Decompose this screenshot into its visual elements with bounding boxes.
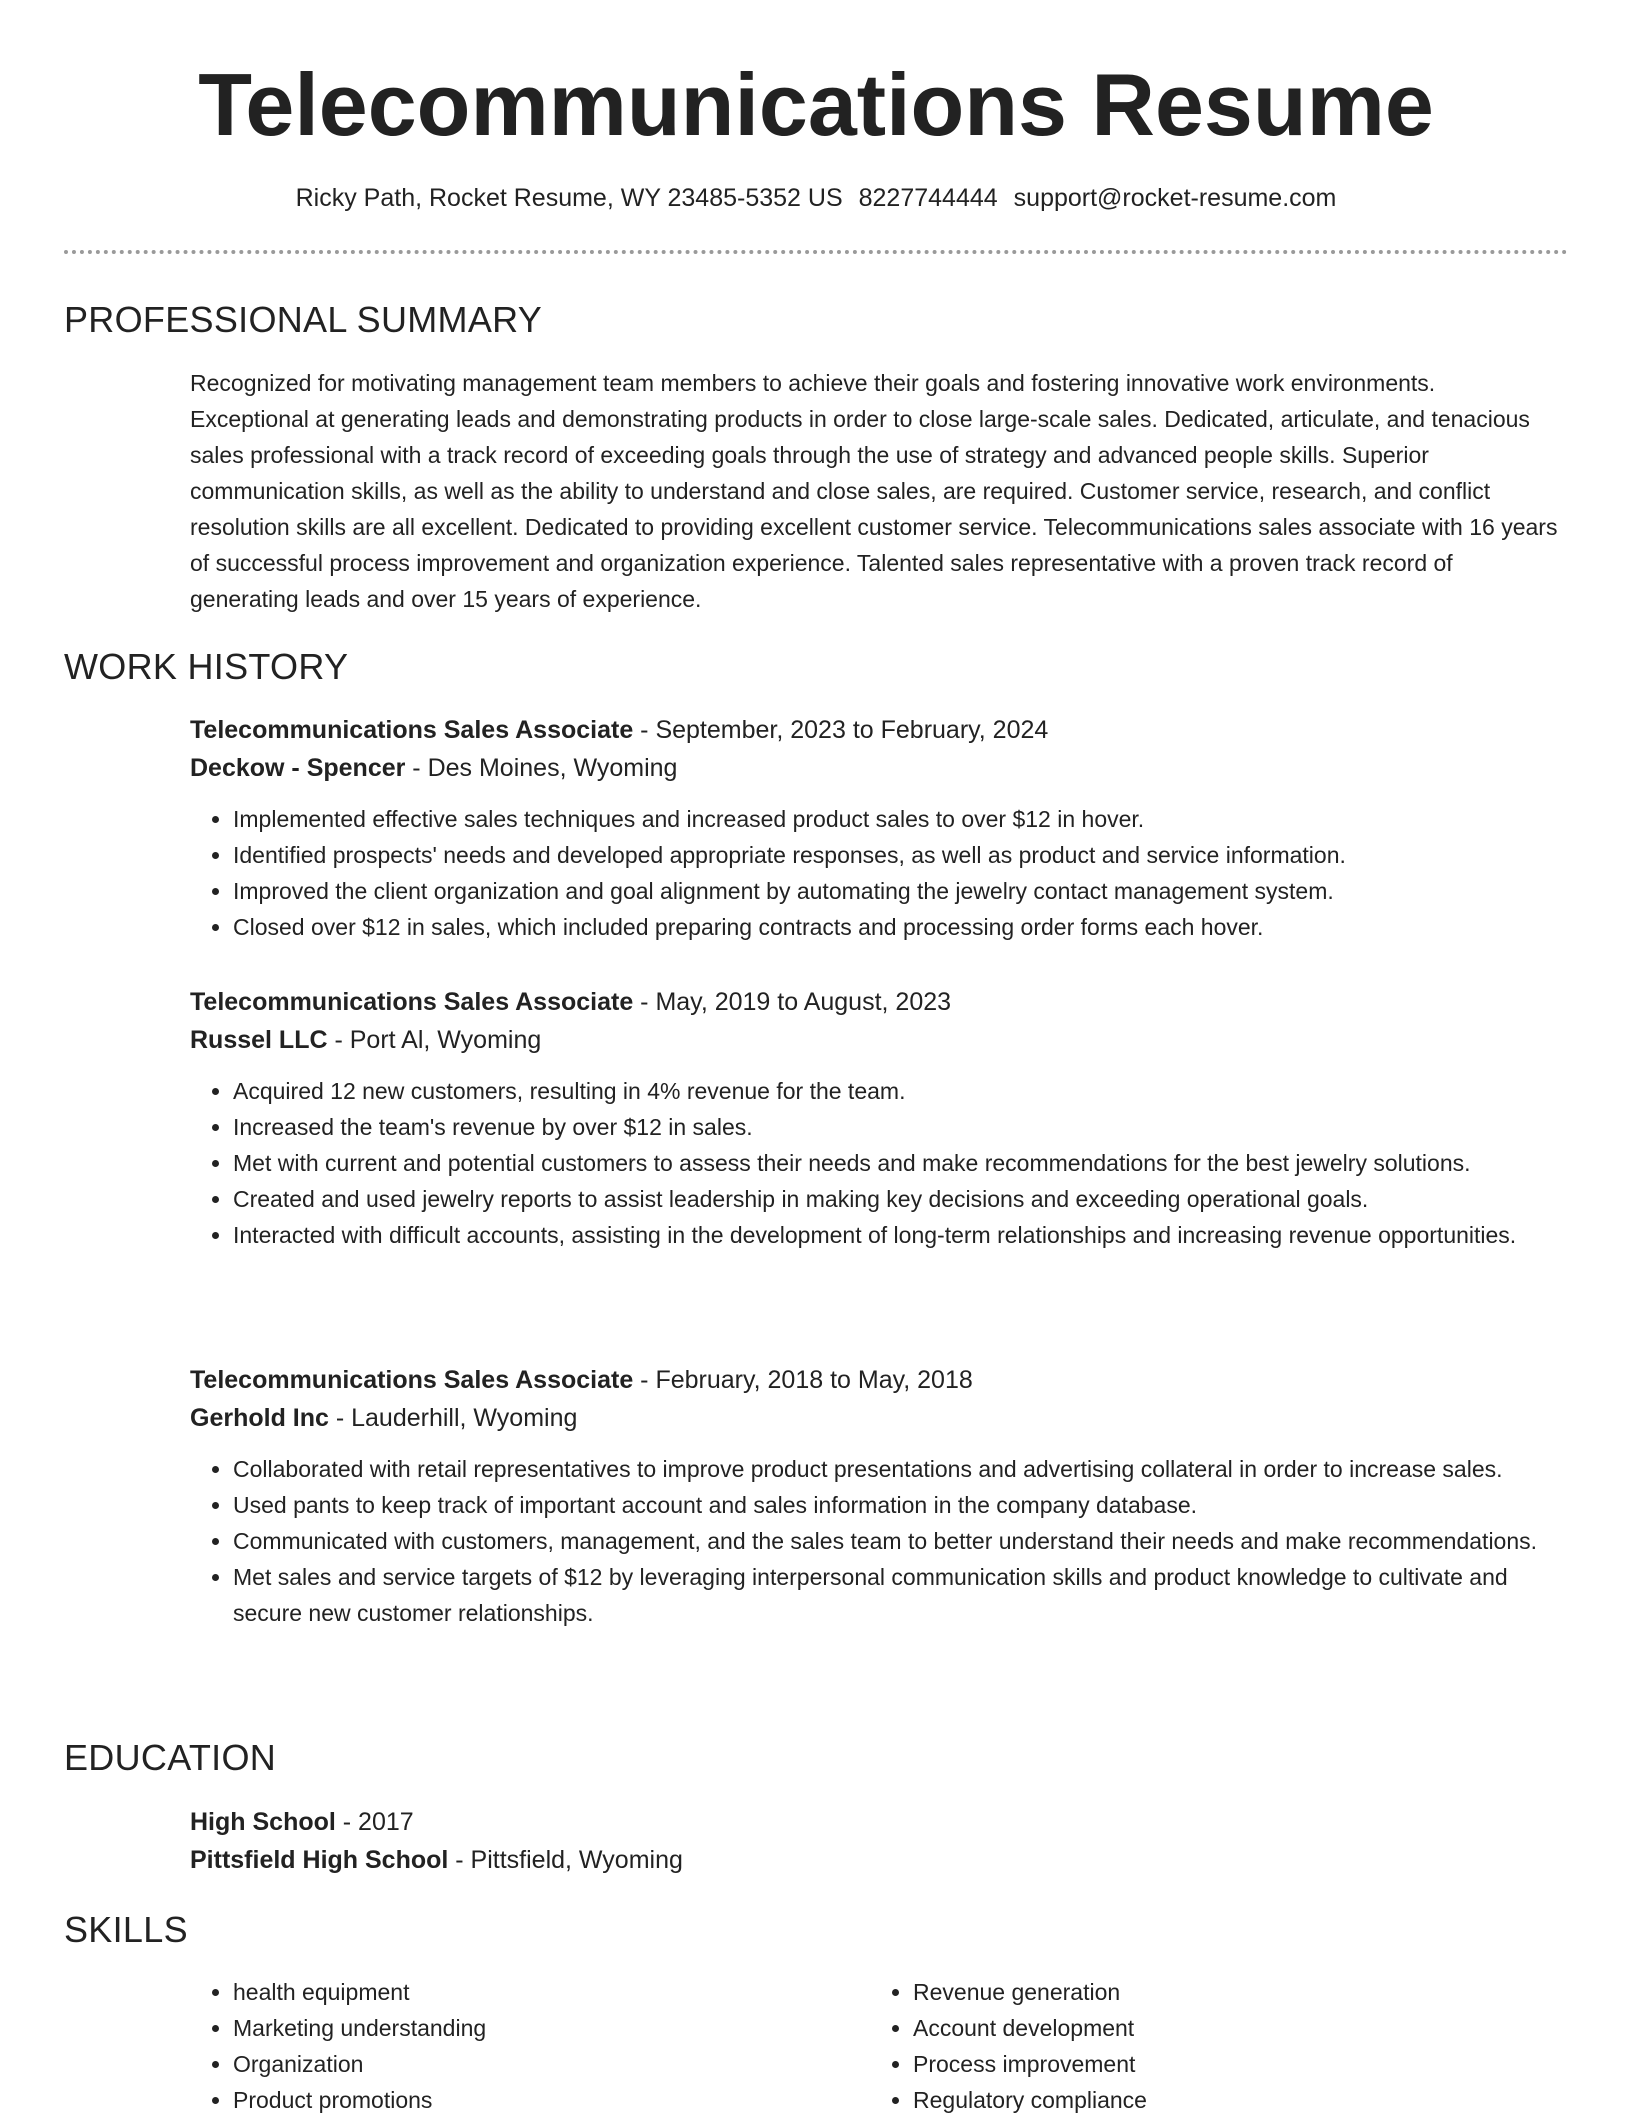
contact-phone: 8227744444 (858, 184, 998, 212)
job-bullet: • Met with current and potential customers to assess their needs and make recommendations for the best jewelry solutions. (233, 1145, 1560, 1181)
skill-item: • Regulatory compliance (913, 2082, 1510, 2118)
skill-item: • Process improvement (913, 2046, 1510, 2082)
skill-item: • Marketing understanding (233, 2010, 830, 2046)
education-school: Pittsfield High School (190, 1846, 449, 1874)
job-bullet: • Created and used jewelry reports to assist leadership in making key decisions and exceeding operational goals. (233, 1181, 1560, 1217)
job-company-line (190, 749, 1560, 787)
education-degree-line (190, 1803, 1560, 1841)
job-location: - Port Al, Wyoming (327, 1026, 542, 1054)
summary-block (190, 365, 1560, 617)
summary-heading: PROFESSIONAL SUMMARY (64, 299, 543, 340)
skills-list (190, 1974, 830, 2118)
job-dates: - September, 2023 to February, 2024 (633, 716, 1049, 744)
job-company-line (190, 1399, 1560, 1437)
job-bullets (190, 801, 1560, 945)
job-entry (190, 983, 1560, 1253)
job-bullet: • Used pants to keep track of important account and sales information in the company database. (233, 1487, 1560, 1523)
skills-column-right (870, 1974, 1510, 2118)
job-title-line (190, 1361, 1560, 1399)
job-bullet: • Interacted with difficult accounts, assisting in the development of long-term relationships and increasing revenue opportunities. (233, 1217, 1560, 1253)
job-title-line (190, 983, 1560, 1021)
education-entry (190, 1803, 1560, 1879)
job-role: Telecommunications Sales Associate (190, 988, 634, 1016)
contact-email: support@rocket-resume.com (1013, 184, 1337, 212)
job-bullet: • Identified prospects' needs and developed appropriate responses, as well as product and service information. (233, 837, 1560, 873)
job-bullet: • Implemented effective sales techniques and increased product sales to over $12 in hover. (233, 801, 1560, 837)
job-bullet: • Met sales and service targets of $12 by leveraging interpersonal communication skills and product knowledge to cultivate and secure new customer relationships. (233, 1559, 1560, 1631)
skill-item: • Organization (233, 2046, 830, 2082)
education-location: - Pittsfield, Wyoming (448, 1846, 683, 1874)
job-bullet: • Communicated with customers, management, and the sales team to better understand their needs and make recommendations. (233, 1523, 1560, 1559)
skills-heading: SKILLS (64, 1909, 188, 1950)
header-divider (64, 250, 1568, 254)
job-company: Russel LLC (190, 1026, 328, 1054)
resume-title: Telecommunications Resume (198, 55, 1434, 154)
education-school-line (190, 1841, 1560, 1879)
education-degree: High School (190, 1808, 336, 1836)
job-entry (190, 1361, 1560, 1631)
job-entry (190, 711, 1560, 945)
job-company-line (190, 1021, 1560, 1059)
job-role: Telecommunications Sales Associate (190, 716, 634, 744)
job-title-line (190, 711, 1560, 749)
job-bullet: • Collaborated with retail representatives to improve product presentations and advertising collateral in order to increase sales. (233, 1451, 1560, 1487)
job-location: - Des Moines, Wyoming (405, 754, 678, 782)
education-heading: EDUCATION (64, 1737, 277, 1778)
skill-item: • Product promotions (233, 2082, 830, 2118)
skill-item: • health equipment (233, 1974, 830, 2010)
contact-address: Ricky Path, Rocket Resume, WY 23485-5352 US (295, 184, 843, 212)
work-heading: WORK HISTORY (64, 646, 349, 687)
skills-column-left (190, 1974, 830, 2118)
job-bullet: • Acquired 12 new customers, resulting in 4% revenue for the team. (233, 1073, 1560, 1109)
job-bullet: • Increased the team's revenue by over $12 in sales. (233, 1109, 1560, 1145)
summary-text: Recognized for motivating management team members to achieve their goals and fostering innovative work environments. Exceptional at generating leads and demonstrating products in order to close large-scale sales. Dedicated, articulate, and tenacious sales professional with a track record of exceeding goals through the use of strategy and advanced people skills. Superior communication skills, as well as the ability to understand and close sales, are required. Customer service, research, and conflict resolution skills are all excellent. Dedicated to providing excellent customer service. Telecommunications sales associate with 16 years of successful process improvement and organization experience. Talented sales representative with a proven track record of generating leads and over 15 years of experience. (190, 370, 1558, 612)
job-location: - Lauderhill, Wyoming (328, 1404, 578, 1432)
job-company: Deckow - Spencer (190, 754, 406, 782)
job-dates: - May, 2019 to August, 2023 (633, 988, 952, 1016)
skill-item: • Account development (913, 2010, 1510, 2046)
job-bullets (190, 1073, 1560, 1253)
job-company: Gerhold Inc (190, 1404, 329, 1432)
skill-item: • Revenue generation (913, 1974, 1510, 2010)
job-bullet: • Closed over $12 in sales, which included preparing contracts and processing order forms each hover. (233, 909, 1560, 945)
skills-list (870, 1974, 1510, 2118)
job-bullets (190, 1451, 1560, 1631)
job-role: Telecommunications Sales Associate (190, 1366, 634, 1394)
job-dates: - February, 2018 to May, 2018 (633, 1366, 973, 1394)
contact-line (0, 180, 1632, 216)
education-year: - 2017 (335, 1808, 414, 1836)
job-bullet: • Improved the client organization and goal alignment by automating the jewelry contact management system. (233, 873, 1560, 909)
